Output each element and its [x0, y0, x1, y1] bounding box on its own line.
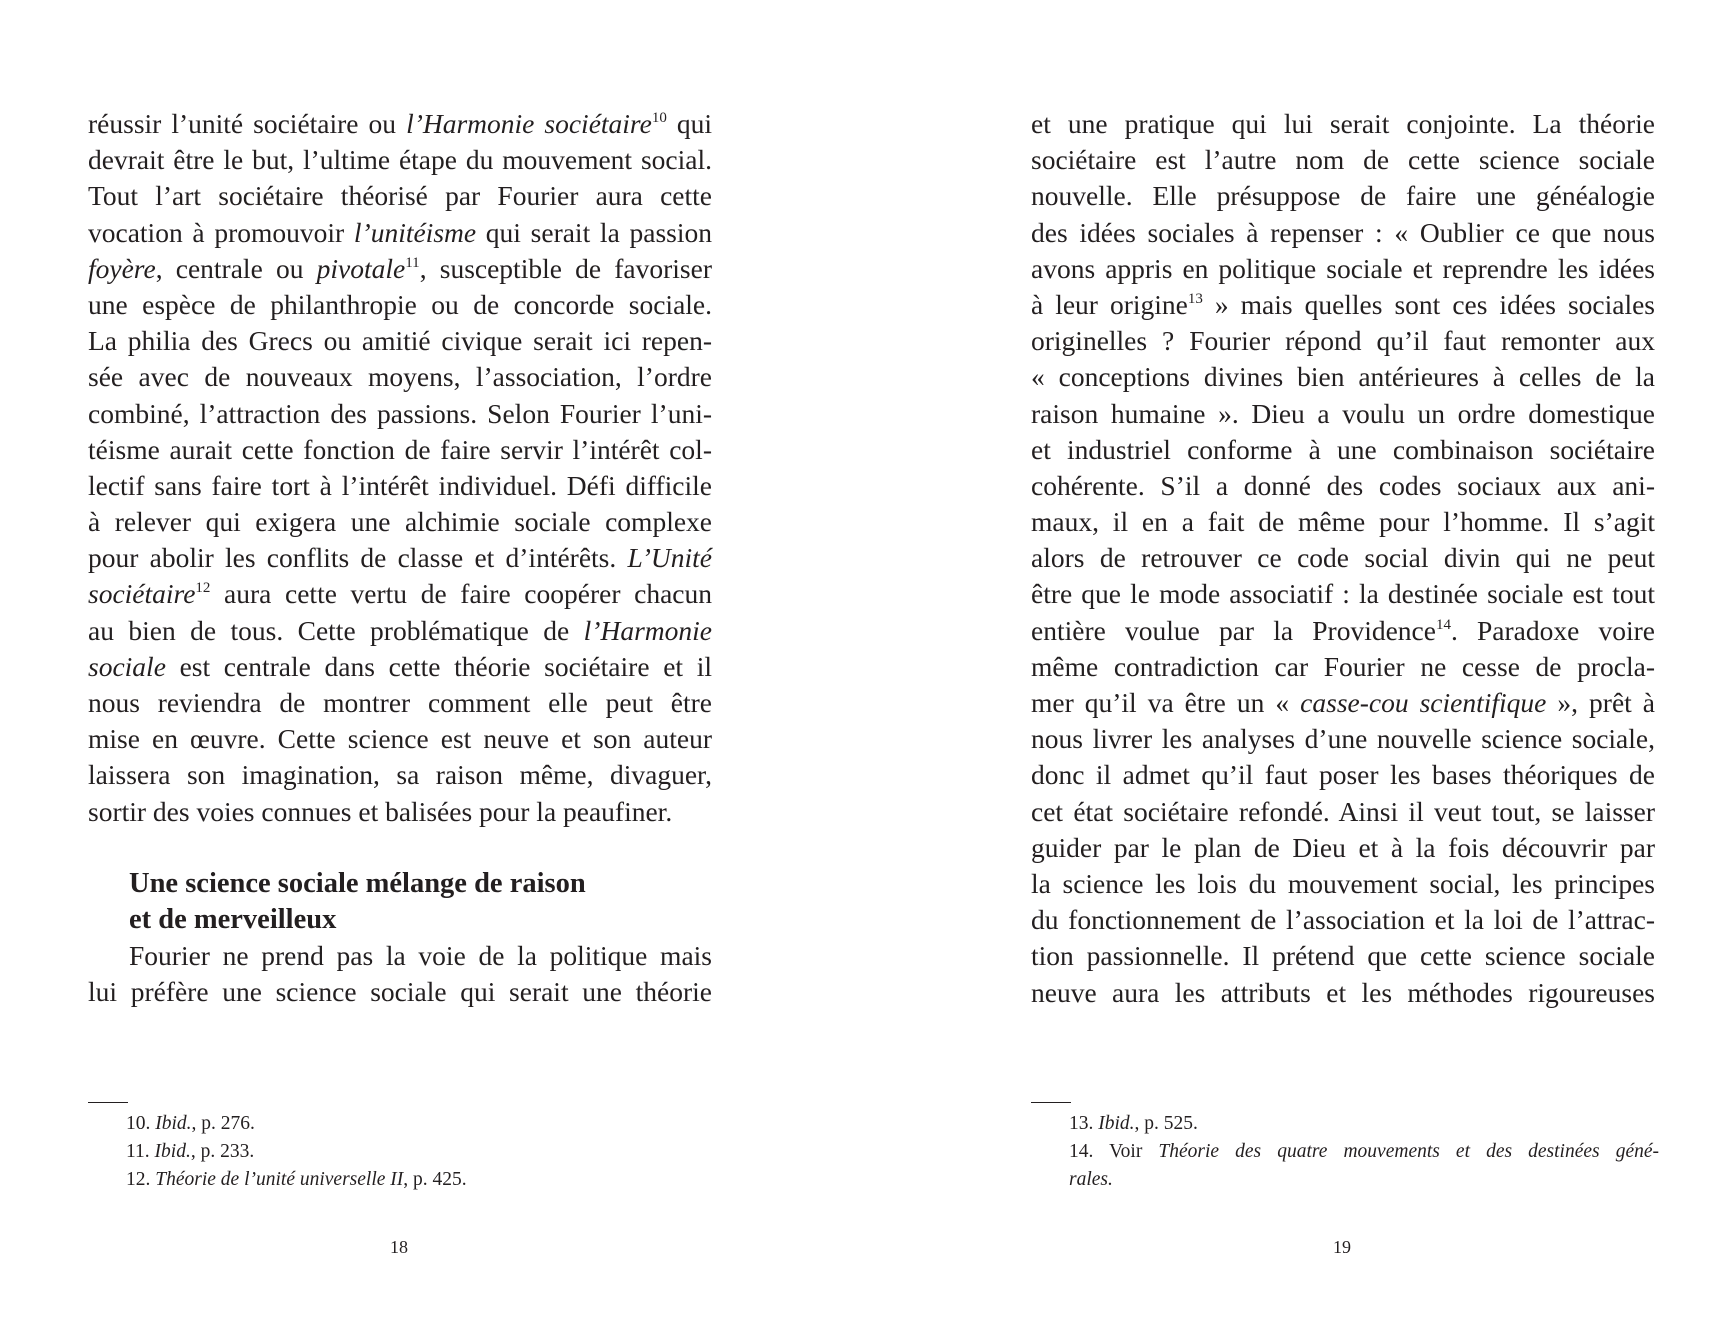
text-run: téisme aurait cette fonction de faire servir l’intérêt col- [88, 433, 712, 465]
text-run: aura cette vertu de faire coopérer chacun [210, 578, 712, 610]
text-run: la science les lois du mouvement social, les principes [1031, 867, 1655, 899]
text-run: qui [666, 108, 712, 139]
text-run: pour abolir les conflits de classe et d’intérêts. [88, 542, 628, 574]
text-line [1031, 106, 1655, 142]
text-run: nous livrer les analyses d’une nouvelle science sociale, [1031, 723, 1655, 755]
text-line [88, 757, 712, 793]
text-line [88, 468, 712, 504]
text-line [88, 685, 712, 721]
text-run: 11. [126, 1141, 155, 1162]
italic-text: l’Harmonie sociétaire [406, 108, 652, 139]
text-run: et industriel conforme à une combinaison sociétaire [1031, 433, 1655, 465]
footnote [126, 1166, 716, 1194]
text-run: 14. Voir [1069, 1141, 1159, 1162]
text-run: entière voulue par la Providence [1031, 614, 1436, 646]
text-run: mer qu’il va être un « [1031, 687, 1301, 718]
text-line [1031, 975, 1655, 1011]
left-body-text [88, 106, 712, 1011]
italic-text: l’Harmonie [583, 614, 712, 646]
text-line [88, 649, 712, 685]
page-number: 18 [390, 1237, 408, 1257]
text-line [1031, 830, 1655, 866]
text-run: lui préfère une science sociale qui serait une théorie [88, 976, 712, 1008]
text-line [1031, 938, 1655, 974]
text-run: sée avec de nouveaux moyens, l’association, l’ordre [88, 361, 712, 393]
page-number: 19 [1333, 1237, 1351, 1257]
footnote-ref[interactable]: 10 [651, 110, 667, 126]
text-line [88, 178, 712, 214]
text-run: , susceptible de favoriser [419, 252, 712, 284]
right-body-text [1031, 106, 1655, 1011]
text-run: » mais quelles sont ces idées sociales [1202, 288, 1655, 320]
text-run: », prêt à [1546, 687, 1656, 718]
footnote-ref[interactable]: 12 [195, 580, 211, 597]
text-line [88, 576, 712, 612]
text-line [1031, 323, 1655, 359]
text-run: 10. [126, 1113, 156, 1134]
text-run: 12. [126, 1169, 156, 1190]
text-line [88, 215, 712, 251]
text-run: même contradiction car Fourier ne cesse de procla- [1031, 650, 1655, 682]
text-line [1031, 902, 1655, 938]
italic-text: L’Unité [627, 542, 712, 574]
footnote [1069, 1138, 1659, 1166]
left-paragraph-2 [88, 938, 712, 1010]
text-line [88, 504, 712, 540]
text-run: à leur origine [1031, 288, 1188, 320]
footnote-rule [1031, 1102, 1071, 1103]
section-heading-line-1: Une science sociale mélange de raison [129, 867, 586, 899]
text-line [1031, 540, 1655, 576]
italic-text: Théorie de l’unité universelle II [155, 1169, 404, 1190]
text-line [88, 251, 712, 287]
text-run: , centrale ou [155, 252, 317, 284]
text-line [88, 794, 712, 830]
text-run: mise en œuvre. Cette science est neuve et son auteur [88, 723, 712, 755]
text-run: et une pratique qui lui serait conjointe. La théorie [1031, 108, 1655, 139]
text-run: sortir des voies connues et balisées pour la peaufiner. [88, 795, 673, 827]
text-line [1031, 721, 1655, 757]
text-run: au bien de tous. Cette problématique de [88, 614, 584, 646]
footnote [1069, 1110, 1659, 1138]
text-run: neuve aura les attributs et les méthodes rigoureuses [1031, 976, 1655, 1008]
right-page [1031, 0, 1659, 1338]
text-line [1031, 396, 1655, 432]
text-run: 13. [1069, 1113, 1099, 1134]
text-line [1031, 685, 1655, 721]
text-line [1031, 251, 1655, 287]
text-run: , p. 233. [190, 1141, 255, 1162]
text-run: , p. 425. [403, 1169, 467, 1190]
section-heading [88, 866, 712, 938]
text-run: une espèce de philanthropie ou de concorde sociale. [88, 288, 712, 320]
text-run: être que le mode associatif : la destinée sociale est tout [1031, 578, 1655, 610]
text-run: raison humaine ». Dieu a voulu un ordre domestique [1031, 397, 1655, 429]
italic-text: pivotale [316, 252, 406, 284]
text-line [1031, 576, 1655, 612]
text-line [1031, 178, 1655, 214]
italic-text: sociale [88, 650, 166, 682]
text-run: Tout l’art sociétaire théorisé par Fourier aura cette [88, 180, 712, 212]
text-line [88, 432, 712, 468]
text-run: des idées sociales à repenser : « Oublier ce que nous [1031, 216, 1655, 248]
text-run: qui serait la passion [476, 216, 712, 248]
text-line [1031, 142, 1655, 178]
text-run: La philia des Grecs ou amitié civique serait ici repen- [88, 325, 712, 357]
italic-text: rales. [1069, 1169, 1113, 1190]
right-footnotes [1069, 1110, 1659, 1194]
footnote [1069, 1166, 1659, 1194]
text-run: , p. 276. [191, 1113, 255, 1134]
italic-text: Ibid. [154, 1141, 191, 1162]
footnote-ref[interactable]: 13 [1187, 290, 1203, 307]
text-run: cet état sociétaire refondé. Ainsi il veut tout, se laisser [1031, 795, 1655, 827]
left-footnotes [126, 1110, 716, 1194]
text-run: nous reviendra de montrer comment elle peut être [88, 687, 712, 718]
text-run: réussir l’unité sociétaire ou [88, 108, 407, 139]
text-run: laissera son imagination, sa raison même, divaguer, [88, 759, 712, 791]
text-run: , p. 525. [1134, 1113, 1198, 1134]
text-run: « conceptions divines bien antérieures à celles de la [1031, 361, 1655, 393]
text-run: Fourier ne prend pas la voie de la politique mais [129, 940, 712, 972]
text-line [1031, 432, 1655, 468]
text-run: vocation à promouvoir [88, 216, 354, 248]
footnote-rule [88, 1102, 128, 1103]
text-run: devrait être le but, l’ultime étape du mouvement social. [88, 144, 712, 176]
text-run: avons appris en politique sociale et reprendre les idées [1031, 252, 1655, 284]
text-line [88, 540, 712, 576]
text-line [88, 106, 712, 142]
right-paragraph [1031, 106, 1655, 1011]
section-heading-line-2: et de merveilleux [129, 903, 337, 935]
text-run: originelles ? Fourier répond qu’il faut remonter aux [1031, 325, 1655, 357]
text-line [88, 974, 712, 1010]
text-line [88, 142, 712, 178]
text-line [1031, 468, 1655, 504]
italic-text: sociétaire [88, 578, 196, 610]
text-line [88, 721, 712, 757]
text-line [88, 359, 712, 395]
text-run: guider par le plan de Dieu et à la fois découvrir par [1031, 831, 1655, 863]
italic-text: Ibid. [1098, 1113, 1135, 1134]
text-line [1031, 866, 1655, 902]
text-run: à relever qui exigera une alchimie sociale complexe [88, 506, 712, 538]
text-line [88, 287, 712, 323]
text-run: tion passionnelle. Il prétend que cette science sociale [1031, 940, 1655, 972]
text-run: lectif sans faire tort à l’intérêt individuel. Défi difficile [88, 469, 712, 501]
text-line [88, 613, 712, 649]
text-line [1031, 613, 1655, 649]
text-line [1031, 649, 1655, 685]
text-line [88, 396, 712, 432]
text-run: cohérente. S’il a donné des codes sociaux aux ani- [1031, 469, 1655, 501]
text-line [1031, 504, 1655, 540]
left-paragraph [88, 106, 712, 830]
footnote [126, 1138, 716, 1166]
italic-text: foyère [88, 252, 156, 284]
text-run: alors de retrouver ce code social divin qui ne peut [1031, 542, 1655, 574]
italic-text: Théorie des quatre mouvements et des destinées géné- [1158, 1141, 1659, 1162]
text-line [1031, 287, 1655, 323]
italic-text: l’unitéisme [353, 216, 477, 248]
text-run: donc il admet qu’il faut poser les bases théoriques de [1031, 759, 1655, 791]
footnote-ref[interactable]: 11 [405, 254, 420, 271]
text-run: du fonctionnement de l’association et la loi de l’attrac- [1031, 904, 1655, 936]
text-line [1031, 359, 1655, 395]
text-run: maux, il en a fait de même pour l’homme. Il s’agit [1031, 506, 1655, 538]
text-run: combiné, l’attraction des passions. Selon Fourier l’uni- [88, 397, 712, 429]
section-gap [88, 830, 712, 866]
text-line [1031, 794, 1655, 830]
text-run: nouvelle. Elle présuppose de faire une généalogie [1031, 180, 1655, 212]
text-run: est centrale dans cette théorie sociétaire et il [165, 650, 712, 682]
italic-text: casse-cou scientifique [1300, 687, 1547, 718]
text-run: sociétaire est l’autre nom de cette science sociale [1031, 144, 1655, 176]
text-line [88, 938, 712, 974]
left-page [88, 0, 712, 1338]
italic-text: Ibid. [155, 1113, 192, 1134]
text-run: . Paradoxe voire [1450, 614, 1655, 646]
text-line [88, 323, 712, 359]
text-line [1031, 215, 1655, 251]
footnote-ref[interactable]: 14 [1435, 616, 1451, 633]
footnote [126, 1110, 716, 1138]
text-line [1031, 757, 1655, 793]
